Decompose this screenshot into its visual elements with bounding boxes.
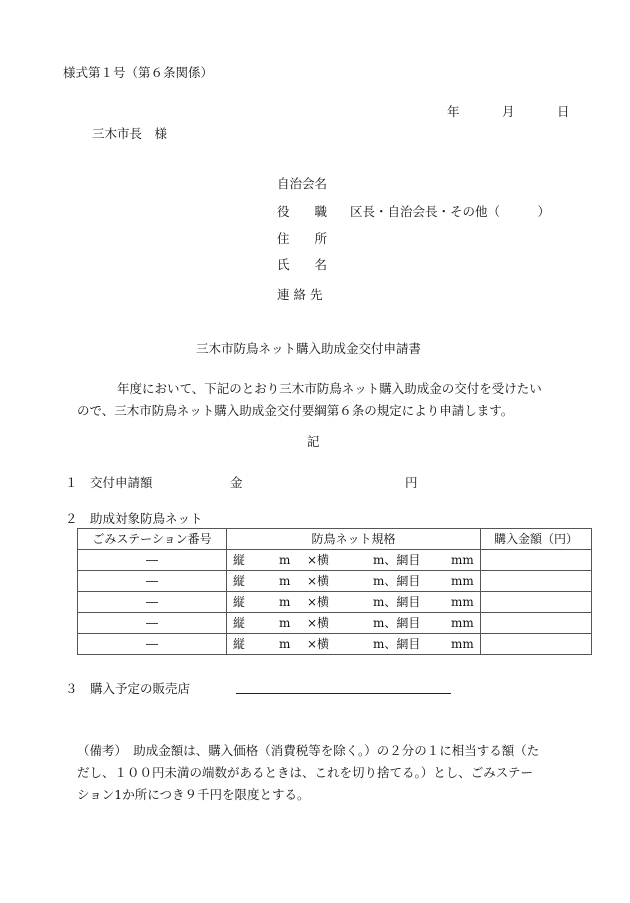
name-label: 氏 名: [277, 257, 328, 272]
spec-mm: mm: [451, 616, 474, 630]
body-line-1: 年度において、下記のとおり三木市防鳥ネット購入助成金の交付を受けたい: [117, 381, 542, 396]
spec-yoko: ×横: [307, 595, 330, 609]
spec-tate: 縦: [233, 616, 246, 630]
header-station-number: ごみステーション番号: [78, 529, 227, 550]
address-label: 住 所: [277, 231, 328, 246]
table-row: [78, 613, 592, 634]
station-cell[interactable]: ―: [78, 613, 227, 634]
spec-m1: m: [279, 637, 291, 651]
spec-cell[interactable]: [227, 550, 481, 571]
note-line-3: ション1か所につき９千円を限度とする。: [77, 787, 310, 802]
spec-m2: m、網目: [373, 616, 421, 630]
ki-heading: 記: [307, 434, 320, 449]
spec-m2: m、網目: [373, 595, 421, 609]
spec-yoko: ×横: [307, 574, 330, 588]
item1-kin: 金: [230, 475, 243, 490]
item1-yen: 円: [405, 475, 418, 490]
station-cell[interactable]: ―: [78, 634, 227, 655]
spec-m1: m: [279, 616, 291, 630]
spec-mm: mm: [451, 553, 474, 567]
amount-cell[interactable]: [481, 550, 592, 571]
station-cell[interactable]: ―: [78, 571, 227, 592]
table-row: [78, 592, 592, 613]
spec-cell[interactable]: [227, 571, 481, 592]
table-row: [78, 550, 592, 571]
spec-m1: m: [279, 574, 291, 588]
spec-yoko: ×横: [307, 637, 330, 651]
item3-label: ３ 購入予定の販売店: [65, 681, 191, 696]
store-name-underline[interactable]: [236, 693, 451, 694]
note-line-1: （備考） 助成金額は、購入価格（消費税等を除く。）の２分の１に相当する額（た: [77, 743, 540, 758]
table-row: [78, 571, 592, 592]
spec-cell[interactable]: [227, 613, 481, 634]
association-name-label: 自治会名: [277, 176, 328, 191]
spec-cell[interactable]: [227, 592, 481, 613]
contact-label: 連 絡 先: [277, 287, 323, 302]
note-line-2: だし、１００円未満の端数があるときは、これを切り捨てる。）とし、ごみステー: [77, 765, 534, 780]
amount-cell[interactable]: [481, 571, 592, 592]
header-net-spec: 防鳥ネット規格: [227, 529, 481, 550]
spec-yoko: ×横: [307, 616, 330, 630]
form-number-label: 様式第１号（第６条関係）: [63, 65, 214, 80]
position-options: 区長・自治会長・その他（ ）: [350, 204, 551, 219]
body-line-2: ので、三木市防鳥ネット購入助成金交付要綱第６条の規定により申請します。: [77, 403, 514, 418]
spec-tate: 縦: [233, 595, 246, 609]
spec-m2: m、網目: [373, 637, 421, 651]
item1-label: １ 交付申請額: [65, 475, 153, 490]
spec-m1: m: [279, 595, 291, 609]
spec-m2: m、網目: [373, 574, 421, 588]
spec-tate: 縦: [233, 574, 246, 588]
date-month: 月: [502, 104, 515, 119]
spec-mm: mm: [451, 637, 474, 651]
spec-cell[interactable]: [227, 634, 481, 655]
spec-tate: 縦: [233, 553, 246, 567]
spec-m1: m: [279, 553, 291, 567]
header-purchase-amount: 購入金額（円）: [481, 529, 592, 550]
spec-mm: mm: [451, 574, 474, 588]
bird-net-table: [77, 528, 592, 655]
position-label: 役 職: [277, 204, 328, 219]
date-day: 日: [557, 104, 570, 119]
spec-tate: 縦: [233, 637, 246, 651]
date-year: 年: [447, 104, 460, 119]
spec-mm: mm: [451, 595, 474, 609]
spec-yoko: ×横: [307, 553, 330, 567]
table-header-row: [78, 529, 592, 550]
station-cell[interactable]: ―: [78, 550, 227, 571]
addressee: 三木市長 様: [92, 126, 168, 141]
station-cell[interactable]: ―: [78, 592, 227, 613]
item2-label: ２ 助成対象防鳥ネット: [65, 511, 203, 526]
document-title: 三木市防鳥ネット購入助成金交付申請書: [196, 341, 422, 356]
amount-cell[interactable]: [481, 592, 592, 613]
amount-cell[interactable]: [481, 613, 592, 634]
spec-m2: m、網目: [373, 553, 421, 567]
amount-cell[interactable]: [481, 634, 592, 655]
table-row: [78, 634, 592, 655]
